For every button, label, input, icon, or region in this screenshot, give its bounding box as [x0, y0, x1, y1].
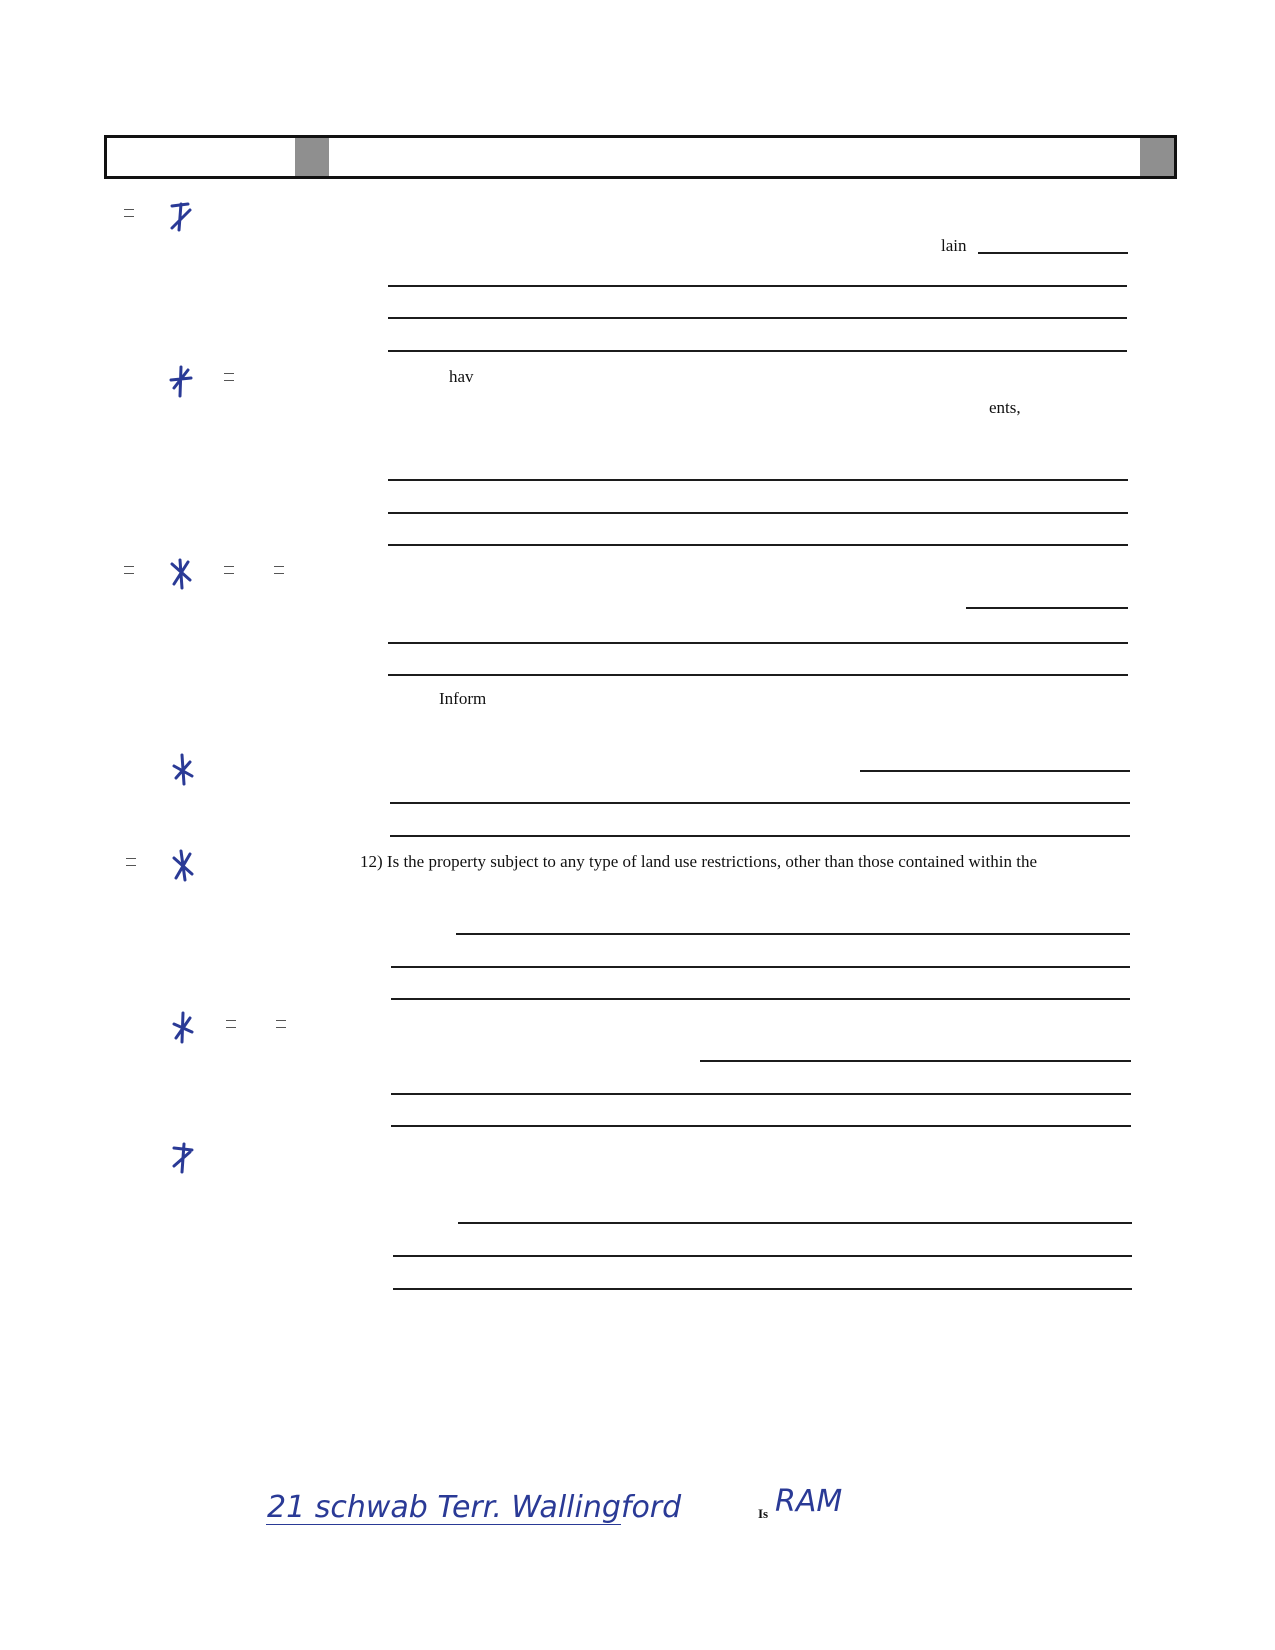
- answer-line[interactable]: [391, 998, 1130, 1000]
- handwritten-x-mark-icon: [170, 1010, 196, 1044]
- handwritten-x-mark-icon: [170, 752, 196, 786]
- handwritten-property-address: 21 schwab Terr. Wallingford: [267, 1490, 682, 1525]
- checkbox-unknown[interactable]: [274, 563, 284, 577]
- answer-line[interactable]: [860, 770, 1130, 772]
- checkbox-no[interactable]: [224, 370, 234, 384]
- answer-line[interactable]: [390, 802, 1130, 804]
- answer-line[interactable]: [391, 966, 1130, 968]
- answer-line[interactable]: [393, 1288, 1132, 1290]
- answer-line[interactable]: [700, 1060, 1131, 1062]
- answer-line[interactable]: [391, 1125, 1131, 1127]
- header-shaded-block: [295, 138, 329, 176]
- question-text-fragment: hav: [449, 367, 474, 386]
- checkbox-yes[interactable]: [126, 855, 136, 869]
- checkbox-no[interactable]: [226, 1017, 236, 1031]
- answer-line[interactable]: [388, 479, 1128, 481]
- handwritten-initials: RAM: [775, 1484, 843, 1519]
- handwritten-x-mark-icon: [168, 364, 194, 398]
- checkbox-unknown[interactable]: [276, 1017, 286, 1031]
- handwritten-x-mark-icon: [170, 1140, 196, 1174]
- checkbox-no[interactable]: [224, 563, 234, 577]
- answer-line[interactable]: [966, 607, 1128, 609]
- answer-line[interactable]: [388, 285, 1127, 287]
- checkbox-yes[interactable]: [124, 206, 134, 220]
- answer-line[interactable]: [393, 1255, 1132, 1257]
- header-shaded-block: [1140, 138, 1174, 176]
- answer-line[interactable]: [456, 933, 1130, 935]
- answer-line[interactable]: [978, 252, 1128, 254]
- answer-line[interactable]: [390, 835, 1130, 837]
- answer-line[interactable]: [388, 317, 1127, 319]
- answer-line[interactable]: [391, 1093, 1131, 1095]
- answer-line[interactable]: [388, 544, 1128, 546]
- question-12-text: 12) Is the property subject to any type of land use restrictions, other than those contained within the: [360, 852, 1037, 871]
- answer-line[interactable]: [388, 512, 1128, 514]
- answer-line[interactable]: [458, 1222, 1132, 1224]
- question-text-fragment: lain: [941, 236, 967, 255]
- answer-line[interactable]: [388, 674, 1128, 676]
- initials-label: Is: [758, 1506, 769, 1521]
- address-underline: [266, 1524, 621, 1525]
- handwritten-x-mark-icon: [170, 848, 196, 882]
- section-header-bar: [104, 135, 1177, 179]
- answer-line[interactable]: [388, 350, 1127, 352]
- question-text-fragment: ents,: [989, 398, 1021, 417]
- handwritten-x-mark-icon: [168, 556, 194, 590]
- checkbox-yes[interactable]: [124, 563, 134, 577]
- handwritten-x-mark-icon: [168, 200, 194, 234]
- question-text-fragment: Inform: [439, 689, 487, 708]
- answer-line[interactable]: [388, 642, 1128, 644]
